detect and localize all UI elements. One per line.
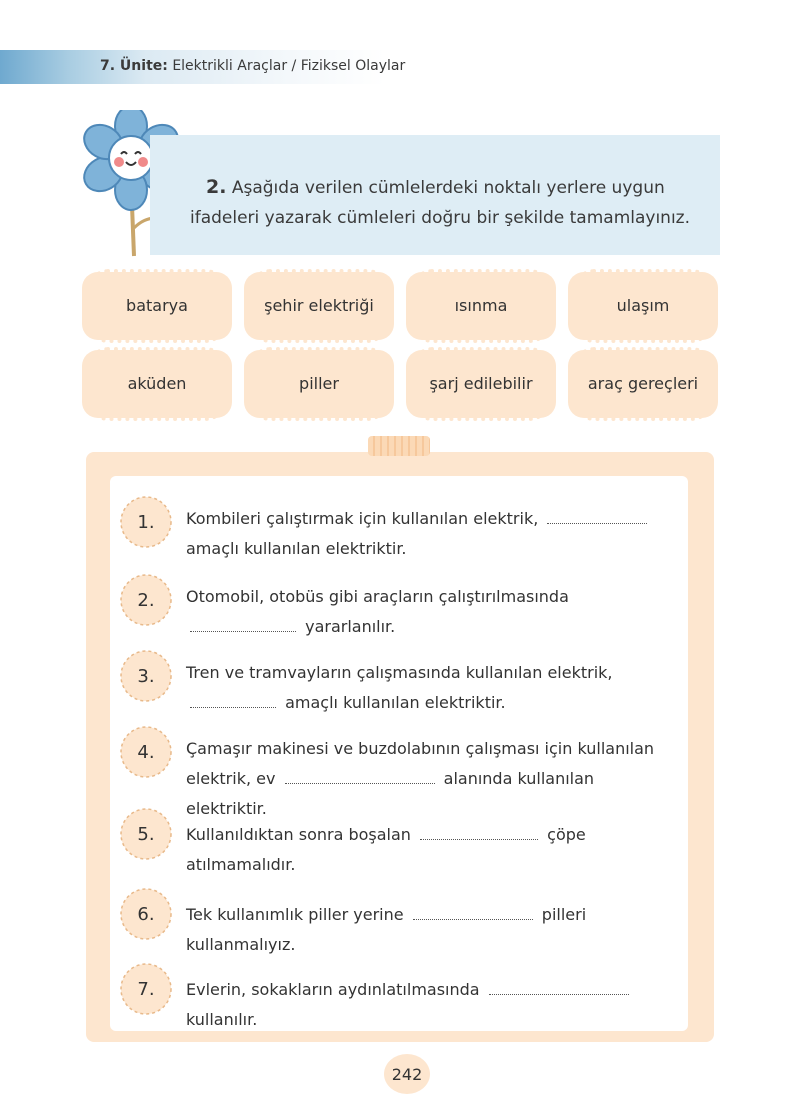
word-card: ısınma [406, 272, 556, 340]
sentence-end: çöpe atılmamalıdır. [186, 825, 586, 874]
page-number: 242 [391, 1064, 423, 1084]
sentence-start: Kombileri çalıştırmak için kullanılan elektrik, [186, 509, 539, 528]
instruction-number: 2. [206, 176, 227, 198]
instruction [190, 172, 695, 233]
sentence-end: amaçlı kullanılan elektriktir. [186, 539, 407, 558]
answer-blank[interactable] [547, 509, 647, 524]
sentence-start: Tren ve tramvayların çalışmasında kullanılan elektrik, [186, 663, 613, 682]
unit-header [100, 58, 405, 74]
answer-blank[interactable] [489, 980, 629, 995]
unit-title: Elektrikli Araçlar / Fiziksel Olaylar [172, 58, 406, 74]
sentence-start: Tek kullanımlık piller yerine [186, 905, 404, 924]
sentence-start: Evlerin, sokakların aydınlatılmasında [186, 980, 480, 999]
sentence-number: 7. [137, 978, 155, 1000]
sentence-number: 6. [137, 903, 155, 925]
answer-blank[interactable] [420, 825, 538, 840]
sentence-text [186, 820, 674, 880]
word-card: piller [244, 350, 394, 418]
sentence-text [186, 582, 674, 642]
panel-tab [368, 436, 430, 456]
sentence-start: Kullanıldıktan sonra boşalan [186, 825, 411, 844]
word-card: şehir elektriği [244, 272, 394, 340]
sentence-start: Çamaşır makinesi ve buzdolabının çalışması için kullanılan elektrik, ev [186, 739, 655, 788]
word-card: aküden [82, 350, 232, 418]
answer-blank[interactable] [190, 617, 296, 632]
sentence-text [186, 900, 674, 960]
sentence-text [186, 504, 674, 564]
sentence-number: 2. [137, 589, 155, 611]
sentence-end: amaçlı kullanılan elektriktir. [285, 693, 506, 712]
answer-blank[interactable] [285, 769, 435, 784]
sentence-end: yararlanılır. [305, 617, 396, 636]
word-card: araç gereçleri [568, 350, 718, 418]
sentence-number: 1. [137, 511, 155, 533]
answer-blank[interactable] [413, 905, 533, 920]
sentence-text [186, 734, 674, 824]
sentence-number: 3. [137, 665, 155, 687]
sentence-number: 4. [137, 741, 155, 763]
sentence-end: alanında kullanılan elektriktir. [186, 769, 595, 818]
sentence-start: Otomobil, otobüs gibi araçların çalıştırılmasında [186, 587, 569, 606]
sentence-number: 5. [137, 823, 155, 845]
answer-blank[interactable] [190, 693, 276, 708]
unit-label: 7. Ünite: [100, 58, 168, 74]
sentence-end: kullanılır. [186, 1010, 258, 1029]
sentence-end: pilleri kullanmalıyız. [186, 905, 587, 954]
sentence-text [186, 658, 674, 718]
sentence-text [186, 975, 674, 1035]
instruction-text: Aşağıda verilen cümlelerdeki noktalı yerlere uygun ifadeleri yazarak cümleleri doğru bir şekilde tamamlayınız. [190, 178, 690, 228]
word-card: ulaşım [568, 272, 718, 340]
word-card: batarya [82, 272, 232, 340]
word-card: şarj edilebilir [406, 350, 556, 418]
